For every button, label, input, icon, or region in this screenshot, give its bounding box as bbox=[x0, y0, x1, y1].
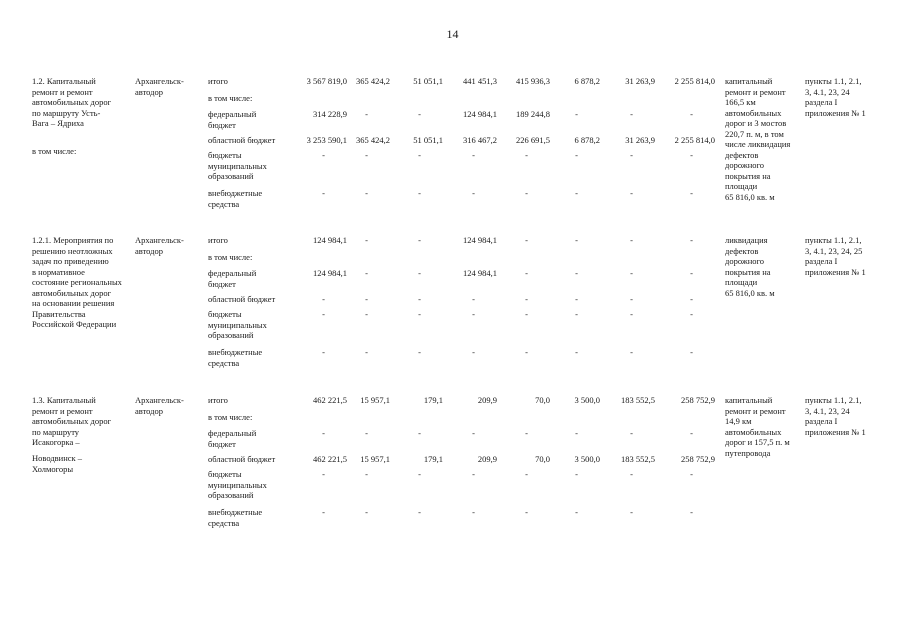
value-cell: - bbox=[472, 188, 475, 198]
value-cell: - bbox=[472, 469, 475, 479]
value-cell: - bbox=[365, 294, 368, 304]
value-cell: - bbox=[630, 469, 633, 479]
value-cell: - bbox=[525, 347, 528, 357]
row-label: в том числе: bbox=[208, 252, 253, 262]
value-cell: - bbox=[322, 294, 325, 304]
block-title: 1.3. Капитальный ремонт и ремонт автомобильных дорог по маршруту Исакогорка – bbox=[32, 395, 112, 447]
value-cell: 462 221,5 bbox=[313, 454, 347, 464]
value-cell: - bbox=[365, 428, 368, 438]
value-cell: - bbox=[575, 347, 578, 357]
value-cell: - bbox=[418, 235, 421, 245]
value-cell: 189 244,8 bbox=[516, 109, 550, 119]
value-cell: - bbox=[525, 309, 528, 319]
value-cell: - bbox=[575, 507, 578, 517]
value-cell: 51 051,1 bbox=[413, 135, 443, 145]
value-cell: - bbox=[525, 268, 528, 278]
value-cell: - bbox=[322, 309, 325, 319]
value-cell: - bbox=[472, 428, 475, 438]
value-cell: - bbox=[630, 347, 633, 357]
page-number: 14 bbox=[446, 27, 459, 41]
value-cell: 124 984,1 bbox=[313, 268, 347, 278]
value-cell: - bbox=[418, 428, 421, 438]
value-cell: - bbox=[418, 347, 421, 357]
row-label: в том числе: bbox=[208, 93, 253, 103]
value-cell: 51 051,1 bbox=[413, 76, 443, 86]
row-label: федеральный бюджет bbox=[208, 428, 257, 449]
value-cell: 441 451,3 bbox=[463, 76, 497, 86]
value-cell: - bbox=[575, 469, 578, 479]
value-cell: - bbox=[630, 428, 633, 438]
value-cell: 365 424,2 bbox=[356, 76, 390, 86]
value-cell: 6 878,2 bbox=[574, 135, 600, 145]
value-cell: - bbox=[322, 469, 325, 479]
value-cell: - bbox=[630, 268, 633, 278]
value-cell: - bbox=[365, 469, 368, 479]
value-cell: 70,0 bbox=[535, 395, 550, 405]
value-cell: - bbox=[525, 188, 528, 198]
value-cell: - bbox=[418, 294, 421, 304]
value-cell: 316 467,2 bbox=[463, 135, 497, 145]
row-label: в том числе: bbox=[208, 412, 253, 422]
value-cell: 124 984,1 bbox=[313, 235, 347, 245]
value-cell: 15 957,1 bbox=[360, 454, 390, 464]
executor: Архангельск- автодор bbox=[135, 395, 184, 416]
legal-points: пункты 1.1, 2.1, 3, 4.1, 23, 24, 25 раздела I приложения № 1 bbox=[805, 235, 866, 277]
value-cell: - bbox=[525, 150, 528, 160]
value-cell: - bbox=[690, 309, 693, 319]
block-subtitle: в том числе: bbox=[32, 146, 77, 156]
value-cell: - bbox=[525, 235, 528, 245]
value-cell: - bbox=[630, 150, 633, 160]
block-subtitle: Новодвинск – Холмогоры bbox=[32, 453, 83, 474]
value-cell: - bbox=[365, 507, 368, 517]
value-cell: 3 500,0 bbox=[574, 395, 600, 405]
value-cell: - bbox=[690, 109, 693, 119]
value-cell: 179,1 bbox=[423, 454, 443, 464]
value-cell: 31 263,9 bbox=[625, 135, 655, 145]
value-cell: 183 552,5 bbox=[621, 454, 655, 464]
row-label: областной бюджет bbox=[208, 135, 276, 145]
value-cell: - bbox=[630, 294, 633, 304]
row-label: итого bbox=[208, 235, 228, 245]
row-label: бюджеты муниципальных образований bbox=[208, 150, 267, 181]
value-cell: - bbox=[365, 347, 368, 357]
value-cell: 183 552,5 bbox=[621, 395, 655, 405]
value-cell: 6 878,2 bbox=[574, 76, 600, 86]
value-cell: 314 228,9 bbox=[313, 109, 347, 119]
legal-points: пункты 1.1, 2.1, 3, 4.1, 23, 24 раздела I приложения № 1 bbox=[805, 395, 866, 437]
row-label: областной бюджет bbox=[208, 454, 276, 464]
value-cell: - bbox=[575, 188, 578, 198]
value-cell: 3 253 590,1 bbox=[306, 135, 347, 145]
value-cell: - bbox=[472, 309, 475, 319]
value-cell: - bbox=[472, 507, 475, 517]
value-cell: - bbox=[472, 294, 475, 304]
value-cell: - bbox=[418, 268, 421, 278]
value-cell: 365 424,2 bbox=[356, 135, 390, 145]
value-cell: 15 957,1 bbox=[360, 395, 390, 405]
value-cell: 415 936,3 bbox=[516, 76, 550, 86]
value-cell: 226 691,5 bbox=[516, 135, 550, 145]
value-cell: 2 255 814,0 bbox=[674, 76, 715, 86]
value-cell: - bbox=[365, 235, 368, 245]
value-cell: - bbox=[322, 188, 325, 198]
value-cell: - bbox=[575, 428, 578, 438]
block-title: 1.2.1. Мероприятия по решению неотложных задач по приведению в нормативное состояние региональных автомобильных дорог на основании решения Правительства Российской Федерации bbox=[32, 235, 122, 329]
row-label: бюджеты муниципальных образований bbox=[208, 469, 267, 500]
value-cell: - bbox=[690, 507, 693, 517]
row-label: бюджеты муниципальных образований bbox=[208, 309, 267, 340]
value-cell: - bbox=[575, 294, 578, 304]
row-label: внебюджетные средства bbox=[208, 347, 263, 368]
value-cell: - bbox=[690, 469, 693, 479]
value-cell: - bbox=[365, 309, 368, 319]
value-cell: 124 984,1 bbox=[463, 235, 497, 245]
value-cell: - bbox=[575, 268, 578, 278]
row-label: федеральный бюджет bbox=[208, 268, 257, 289]
value-cell: 70,0 bbox=[535, 454, 550, 464]
value-cell: 3 567 819,0 bbox=[306, 76, 347, 86]
value-cell: 179,1 bbox=[423, 395, 443, 405]
value-cell: - bbox=[690, 347, 693, 357]
value-cell: - bbox=[472, 347, 475, 357]
value-cell: 31 263,9 bbox=[625, 76, 655, 86]
value-cell: - bbox=[322, 428, 325, 438]
value-cell: - bbox=[322, 507, 325, 517]
row-label: областной бюджет bbox=[208, 294, 276, 304]
value-cell: - bbox=[472, 150, 475, 160]
value-cell: - bbox=[525, 507, 528, 517]
row-label: внебюджетные средства bbox=[208, 188, 263, 209]
value-cell: 2 255 814,0 bbox=[674, 135, 715, 145]
value-cell: - bbox=[690, 268, 693, 278]
value-cell: - bbox=[418, 309, 421, 319]
value-cell: - bbox=[525, 294, 528, 304]
value-cell: 124 984,1 bbox=[463, 109, 497, 119]
value-cell: 462 221,5 bbox=[313, 395, 347, 405]
executor: Архангельск- автодор bbox=[135, 235, 184, 256]
value-cell: - bbox=[365, 188, 368, 198]
value-cell: 258 752,9 bbox=[681, 395, 715, 405]
value-cell: - bbox=[418, 188, 421, 198]
value-cell: - bbox=[418, 507, 421, 517]
value-cell: 258 752,9 bbox=[681, 454, 715, 464]
row-label: федеральный бюджет bbox=[208, 109, 257, 130]
value-cell: 124 984,1 bbox=[463, 268, 497, 278]
value-cell: - bbox=[418, 469, 421, 479]
row-label: внебюджетные средства bbox=[208, 507, 263, 528]
value-cell: 209,9 bbox=[477, 395, 497, 405]
result-description: капитальный ремонт и ремонт 14,9 км автомобильных дорог и 157,5 п. м путепровода bbox=[725, 395, 790, 458]
value-cell: - bbox=[630, 309, 633, 319]
row-label: итого bbox=[208, 76, 228, 86]
value-cell: - bbox=[525, 469, 528, 479]
value-cell: - bbox=[575, 150, 578, 160]
value-cell: - bbox=[322, 347, 325, 357]
value-cell: - bbox=[690, 294, 693, 304]
value-cell: 3 500,0 bbox=[574, 454, 600, 464]
value-cell: - bbox=[630, 109, 633, 119]
value-cell: - bbox=[690, 428, 693, 438]
value-cell: - bbox=[630, 188, 633, 198]
value-cell: - bbox=[365, 150, 368, 160]
value-cell: - bbox=[418, 150, 421, 160]
value-cell: - bbox=[575, 235, 578, 245]
value-cell: - bbox=[365, 268, 368, 278]
value-cell: 209,9 bbox=[477, 454, 497, 464]
value-cell: - bbox=[365, 109, 368, 119]
result-description: ликвидация дефектов дорожного покрытия на площади 65 816,0 кв. м bbox=[725, 235, 775, 298]
value-cell: - bbox=[322, 150, 325, 160]
executor: Архангельск- автодор bbox=[135, 76, 184, 97]
legal-points: пункты 1.1, 2.1, 3, 4.1, 23, 24 раздела I приложения № 1 bbox=[805, 76, 866, 118]
value-cell: - bbox=[418, 109, 421, 119]
value-cell: - bbox=[630, 507, 633, 517]
result-description: капитальный ремонт и ремонт 166,5 км автомобильных дорог и 3 мостов 220,7 п. м, в том числе ликвидация дефектов дорожного покрытия на площади 65 816,0 кв. м bbox=[725, 76, 791, 202]
value-cell: - bbox=[690, 150, 693, 160]
block-title: 1.2. Капитальный ремонт и ремонт автомобильных дорог по маршруту Усть- Вага – Ядриха bbox=[32, 76, 112, 128]
value-cell: - bbox=[690, 235, 693, 245]
value-cell: - bbox=[575, 109, 578, 119]
value-cell: - bbox=[525, 428, 528, 438]
value-cell: - bbox=[630, 235, 633, 245]
value-cell: - bbox=[690, 188, 693, 198]
row-label: итого bbox=[208, 395, 228, 405]
value-cell: - bbox=[575, 309, 578, 319]
